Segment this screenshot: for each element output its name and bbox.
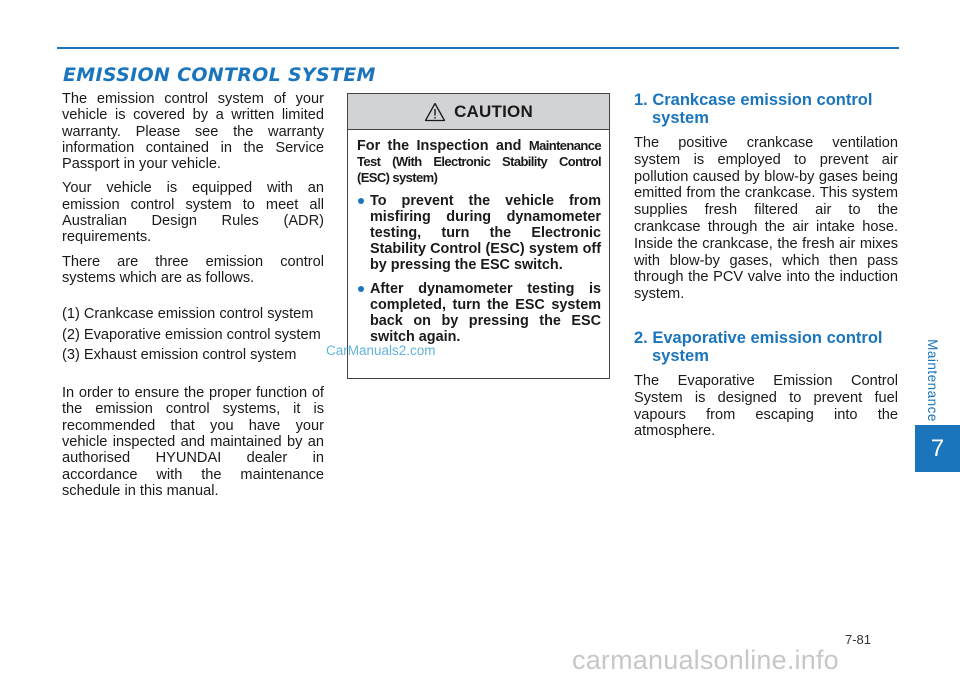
list-item: (3) Exhaust emission control system bbox=[62, 346, 297, 363]
systems-paragraph: There are three emission control systems which are as follows. bbox=[62, 253, 324, 286]
caution-bullet: After dynamometer testing is completed, turn the ESC system back on by pressing the ESC switch again. bbox=[357, 281, 601, 345]
footer-watermark: carmanualsonline.info bbox=[572, 645, 839, 675]
caution-intro-condensed: Maintenance Test (With Electronic Stability Control (ESC) system) bbox=[357, 138, 602, 185]
intro-paragraph: The emission control system of your vehicle is covered by a written limited warranty. Please see the warranty information contained in the Service Passport in your vehicle. bbox=[62, 91, 324, 173]
evaporative-heading: 2. Evaporative emission control system bbox=[634, 328, 883, 365]
crankcase-heading: 1. Crankcase emission control system bbox=[634, 91, 873, 127]
emission-systems-list bbox=[62, 306, 324, 363]
adr-paragraph: Your vehicle is equipped with an emission control system to meet all Australian Design Rules (ADR) requirements. bbox=[62, 180, 324, 246]
caution-body bbox=[348, 130, 609, 345]
evaporative-paragraph: The Evaporative Emission Control System is designed to prevent fuel vapours from escaping into the atmosphere. bbox=[634, 372, 898, 440]
chapter-side-label bbox=[923, 337, 941, 423]
caution-box bbox=[347, 93, 610, 379]
caution-intro bbox=[357, 138, 601, 186]
top-rule bbox=[57, 47, 899, 49]
watermark: CarManuals2.com bbox=[326, 343, 436, 358]
warning-triangle-icon bbox=[424, 102, 446, 122]
page-number: 7-81 bbox=[845, 632, 872, 647]
list-item: (1) Crankcase emission control system bbox=[62, 306, 314, 323]
crankcase-paragraph: The positive crankcase ventilation system is employed to prevent air pollution caused by blow-by gases being emitted from the crankcase. This system supplies fresh filtered air to the crankcase through the air intake hose. Inside the crankcase, the fresh air mixes with blow-by gases, which then pass through the PCV valve into the induction system. bbox=[634, 135, 898, 303]
right-column bbox=[634, 91, 898, 448]
section-spacer bbox=[634, 311, 898, 329]
caution-bullets bbox=[357, 193, 601, 345]
left-column bbox=[62, 91, 324, 507]
caution-title: CAUTION bbox=[454, 101, 533, 121]
chapter-tab: 7 bbox=[915, 425, 960, 472]
caution-bullet: To prevent the vehicle from misfiring during dynamometer testing, turn the Electronic Stability Control (ESC) system off by pressing the ESC switch. bbox=[357, 193, 601, 273]
caution-header bbox=[348, 94, 609, 130]
caution-intro-line: For the Inspection and bbox=[357, 138, 522, 154]
chapter-label-text: Maintenance bbox=[924, 338, 940, 422]
list-item: (2) Evaporative emission control system bbox=[62, 326, 321, 343]
closing-paragraph: In order to ensure the proper function of the emission control systems, it is recommended that you have your vehicle inspected and maintained by an authorised HYUNDAI dealer in accordance with the maintenance schedule in this manual. bbox=[62, 385, 324, 499]
section-heading: EMISSION CONTROL SYSTEM bbox=[63, 64, 376, 86]
